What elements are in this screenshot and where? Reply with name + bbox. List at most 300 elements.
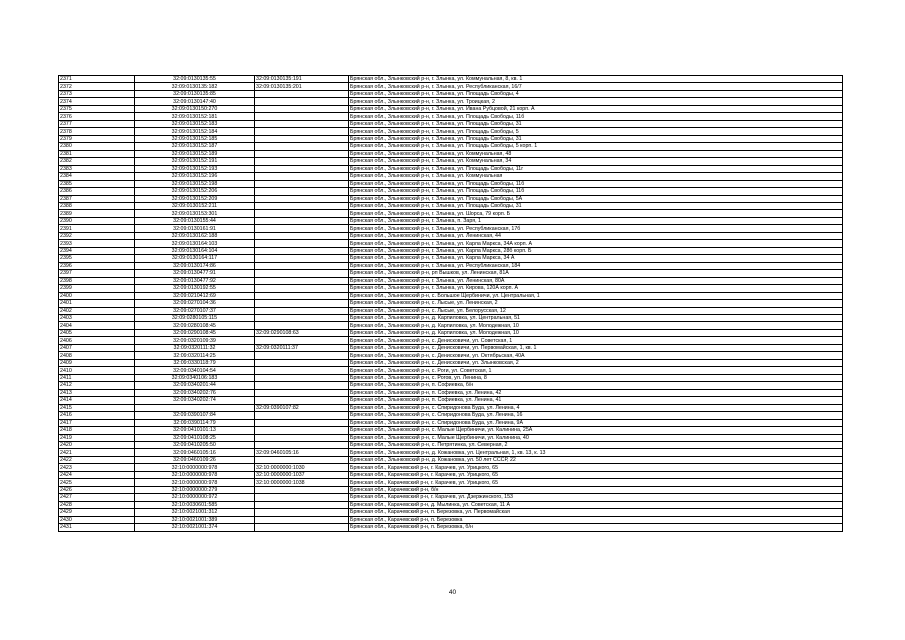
related-cadastral-number-cell [255,419,349,426]
table-row [59,464,843,471]
cadastral-number-cell: 32:09:0130152:185 [135,135,255,142]
related-cadastral-number-cell [255,427,349,434]
row-number-cell: 2431 [59,524,135,531]
related-cadastral-number-cell [255,113,349,120]
address-cell: Брянская обл., Злынковский р-н, с. Большое Щербиничи, ул. Центральная, 1 [349,292,843,299]
cadastral-number-cell: 32:10:0000000:978 [135,471,255,478]
related-cadastral-number-cell [255,389,349,396]
related-cadastral-number-cell [255,509,349,516]
row-number-cell: 2383 [59,165,135,172]
table-row [59,173,843,180]
row-number-cell: 2409 [59,359,135,366]
related-cadastral-number-cell [255,128,349,135]
cadastral-number-cell: 32:09:0340201:44 [135,382,255,389]
related-cadastral-number-cell [255,150,349,157]
address-cell: Брянская обл., Злынковский р-н, с. Рогов, ул. Ленина, 8 [349,374,843,381]
row-number-cell: 2389 [59,210,135,217]
address-cell: Брянская обл., Злынковский р-н, г. Злынка, ул. Ленинская, 44 [349,232,843,239]
address-cell: Брянская обл., Карачевский р-н, г. Карачев, ул. Урицкого, 65 [349,479,843,486]
cadastral-number-cell: 32:09:0130150:270 [135,105,255,112]
row-number-cell: 2421 [59,449,135,456]
address-cell: Брянская обл., Злынковский р-н, г. Злынка, ул. Площадь Свободы, 11б [349,113,843,120]
address-cell: Брянская обл., Злынковский р-н, г. Злынка, ул. Ленинская, 80А [349,277,843,284]
related-cadastral-number-cell [255,202,349,209]
table-row [59,240,843,247]
table-row [59,232,843,239]
table-row [59,524,843,531]
row-number-cell: 2388 [59,202,135,209]
cadastral-number-cell: 32:09:0130477:91 [135,270,255,277]
cadastral-number-cell: 32:09:0130152:181 [135,113,255,120]
address-cell: Брянская обл., Злынковский р-н, д. Карпиловка, ул. Молодежная, 10 [349,322,843,329]
row-number-cell: 2396 [59,262,135,269]
table-row [59,135,843,142]
row-number-cell: 2423 [59,464,135,471]
related-cadastral-number-cell [255,158,349,165]
address-cell: Брянская обл., Злынковский р-н, п. Софиевка, ул. Ленина, 41 [349,397,843,404]
related-cadastral-number-cell: 32:09:0320111:37 [255,344,349,351]
table-row [59,486,843,493]
cadastral-number-cell: 32:09:0130152:196 [135,173,255,180]
related-cadastral-number-cell [255,180,349,187]
cadastral-number-cell: 32:09:0270107:37 [135,307,255,314]
table-row [59,165,843,172]
related-cadastral-number-cell [255,240,349,247]
cadastral-number-cell: 32:09:0130152:209 [135,195,255,202]
table-row [59,105,843,112]
related-cadastral-number-cell [255,441,349,448]
related-cadastral-number-cell [255,247,349,254]
address-cell: Брянская обл., Злынковский р-н, с. Роги, ул. Советская, 1 [349,367,843,374]
table-row [59,158,843,165]
table-row [59,315,843,322]
related-cadastral-number-cell [255,501,349,508]
related-cadastral-number-cell [255,300,349,307]
cadastral-number-cell: 32:09:0130477:92 [135,277,255,284]
table-row [59,397,843,404]
row-number-cell: 2406 [59,337,135,344]
related-cadastral-number-cell [255,516,349,523]
address-cell: Брянская обл., Злынковский р-н, г. Злынка, ул. Коммунальная [349,173,843,180]
address-cell: Брянская обл., Злынковский р-н, г. Злынка, ул. Площадь Свободы, 5А [349,195,843,202]
cadastral-number-cell: 32:09:0130152:189 [135,150,255,157]
related-cadastral-number-cell [255,315,349,322]
row-number-cell: 2424 [59,471,135,478]
table-row [59,516,843,523]
related-cadastral-number-cell [255,98,349,105]
cadastral-number-cell: 32:09:0460109:26 [135,456,255,463]
address-cell: Брянская обл., Карачевский р-н, п. Березовка, ул. Первомайская [349,509,843,516]
cadastral-number-cell: 32:10:0000000:978 [135,464,255,471]
table-row [59,90,843,97]
row-number-cell: 2422 [59,456,135,463]
related-cadastral-number-cell [255,277,349,284]
related-cadastral-number-cell [255,374,349,381]
table-row [59,128,843,135]
table-row [59,449,843,456]
row-number-cell: 2419 [59,434,135,441]
table-row [59,143,843,150]
cadastral-number-cell: 32:09:0130152:191 [135,158,255,165]
cadastral-number-cell: 32:10:0000000:978 [135,479,255,486]
address-cell: Брянская обл., Злынковский р-н, г. Злынка, ул. Карла Маркса, 28б корп. Б [349,247,843,254]
table-row [59,441,843,448]
cadastral-number-cell: 32:09:0130174:86 [135,262,255,269]
cadastral-number-cell: 32:09:0130153:301 [135,210,255,217]
related-cadastral-number-cell: 32:10:0000000:1038 [255,479,349,486]
cadastral-number-cell: 32:09:0410205:50 [135,441,255,448]
related-cadastral-number-cell [255,195,349,202]
row-number-cell: 2411 [59,374,135,381]
related-cadastral-number-cell [255,524,349,531]
address-cell: Брянская обл., Злынковский р-н, п. Софиевка, ул. Ленина, 42 [349,389,843,396]
cadastral-number-cell: 32:09:0330118:79 [135,359,255,366]
cadastral-number-cell: 32:09:0460105:16 [135,449,255,456]
row-number-cell: 2386 [59,188,135,195]
table-row [59,322,843,329]
row-number-cell: 2414 [59,397,135,404]
row-number-cell: 2407 [59,344,135,351]
table-row [59,113,843,120]
address-cell: Брянская обл., Злынковский р-н, п. Софиевка, б/н [349,382,843,389]
cadastral-number-cell: 32:10:0030601:585 [135,501,255,508]
cadastral-number-cell: 32:09:0130161:91 [135,225,255,232]
cadastral-number-cell: 32:10:0000000:279 [135,486,255,493]
row-number-cell: 2415 [59,404,135,411]
table-row [59,359,843,366]
table-row [59,307,843,314]
related-cadastral-number-cell: 32:10:0000000:1030 [255,464,349,471]
row-number-cell: 2392 [59,232,135,239]
related-cadastral-number-cell: 32:09:0130135:191 [255,76,349,83]
cadastral-number-cell: 32:10:0021001:312 [135,509,255,516]
table-row [59,83,843,90]
table-row [59,471,843,478]
row-number-cell: 2385 [59,180,135,187]
table-row [59,180,843,187]
row-number-cell: 2425 [59,479,135,486]
address-cell: Брянская обл., Злынковский р-н, с. Малые Щербиничи, ул. Калинина, 40 [349,434,843,441]
cadastral-number-cell: 32:09:0130147:40 [135,98,255,105]
address-cell: Брянская обл., Злынковский р-н, с. Денисковичи, ул. Советская, 1 [349,337,843,344]
address-cell: Брянская обл., Злынковский р-н, г. Злынка, ул. Троицкая, 2 [349,98,843,105]
table-row [59,389,843,396]
address-cell: Брянская обл., Карачевский р-н, г. Карачев, ул. Урицкого, 65 [349,471,843,478]
row-number-cell: 2375 [59,105,135,112]
address-cell: Брянская обл., Злынковский р-н, г. Злынка, ул. Площадь Свободы, 31 [349,202,843,209]
row-number-cell: 2405 [59,329,135,336]
row-number-cell: 2408 [59,352,135,359]
row-number-cell: 2380 [59,143,135,150]
related-cadastral-number-cell [255,307,349,314]
table-row [59,195,843,202]
cadastral-number-cell: 32:09:0130152:193 [135,165,255,172]
table-row [59,217,843,224]
cadastral-number-cell: 32:09:0130135:85 [135,90,255,97]
address-cell: Брянская обл., Злынковский р-н, с. Спиридонова Буда, ул. Ленина, 9А [349,419,843,426]
cadastral-number-cell: 32:09:0130135:55 [135,76,255,83]
cadastral-number-cell: 32:09:0390107:84 [135,412,255,419]
row-number-cell: 2398 [59,277,135,284]
cadastral-number-cell: 32:09:0130152:198 [135,180,255,187]
cadastral-number-cell: 32:09:0130164:104 [135,247,255,254]
table-row [59,120,843,127]
cadastral-number-cell: 32:09:0340104:54 [135,367,255,374]
cadastral-number-cell: 32:09:0130135:182 [135,83,255,90]
related-cadastral-number-cell [255,322,349,329]
cadastral-number-cell: 32:09:0320114:25 [135,352,255,359]
address-cell: Брянская обл., Злынковский р-н, д. Карпиловка, ул. Молодежная, 10 [349,329,843,336]
cadastral-number-cell: 32:09:0320111:32 [135,344,255,351]
page-number: 40 [448,589,457,596]
row-number-cell: 2402 [59,307,135,314]
table-body [59,76,843,532]
related-cadastral-number-cell [255,352,349,359]
related-cadastral-number-cell [255,120,349,127]
table-row [59,344,843,351]
related-cadastral-number-cell [255,135,349,142]
address-cell: Брянская обл., Карачевский р-н, п. Березовка [349,516,843,523]
address-cell: Брянская обл., Злынковский р-н, рп Вышков, ул. Ленинская, 81А [349,270,843,277]
row-number-cell: 2403 [59,315,135,322]
cadastral-number-cell: 32:09:0130162:188 [135,232,255,239]
cadastral-number-cell: 32:09:0340106:183 [135,374,255,381]
row-number-cell: 2416 [59,412,135,419]
related-cadastral-number-cell [255,255,349,262]
address-cell: Брянская обл., Злынковский р-н, г. Злынка, ул. Площадь Свободы, 31 [349,120,843,127]
address-cell: Брянская обл., Злынковский р-н, г. Злынка, ул. Площадь Свободы, 11б [349,188,843,195]
address-cell: Брянская обл., Злынковский р-н, с. Петрятинка, ул. Северная, 2 [349,441,843,448]
address-cell: Брянская обл., Карачевский р-н, д. Мылинка, ул. Советская, 11 А [349,501,843,508]
related-cadastral-number-cell [255,188,349,195]
row-number-cell: 2372 [59,83,135,90]
row-number-cell: 2429 [59,509,135,516]
table-row [59,494,843,501]
table-row [59,412,843,419]
row-number-cell: 2401 [59,300,135,307]
row-number-cell: 2378 [59,128,135,135]
table-row [59,404,843,411]
table-row [59,270,843,277]
related-cadastral-number-cell [255,217,349,224]
table-row [59,419,843,426]
table-row [59,382,843,389]
address-cell: Брянская обл., Злынковский р-н, с. Лысые, ул. Ленинская, 2 [349,300,843,307]
cadastral-number-cell: 32:09:0410101:13 [135,427,255,434]
related-cadastral-number-cell [255,397,349,404]
address-cell: Брянская обл., Карачевский р-н, г. Карачев, ул. Урицкого, 65 [349,464,843,471]
row-number-cell: 2400 [59,292,135,299]
address-cell: Брянская обл., Злынковский р-н, г. Злынка, ул. Коммунальная, 48 [349,150,843,157]
table-row [59,98,843,105]
table-row [59,285,843,292]
table-row [59,501,843,508]
address-cell: Брянская обл., Злынковский р-н, г. Злынка, ул. Республиканская, 184 [349,262,843,269]
row-number-cell: 2381 [59,150,135,157]
related-cadastral-number-cell [255,165,349,172]
address-cell: Брянская обл., Злынковский р-н, г. Злынка, ул. Шорса, 79 корп. Б [349,210,843,217]
table-row [59,225,843,232]
row-number-cell: 2393 [59,240,135,247]
row-number-cell: 2410 [59,367,135,374]
row-number-cell: 2399 [59,285,135,292]
row-number-cell: 2417 [59,419,135,426]
cadastral-number-cell: 32:09:0390114:79 [135,419,255,426]
table-row [59,277,843,284]
cadastral-number-cell: 32:09:0340202:76 [135,389,255,396]
row-number-cell: 2430 [59,516,135,523]
related-cadastral-number-cell [255,367,349,374]
row-number-cell: 2376 [59,113,135,120]
address-cell: Брянская обл., Злынковский р-н, с. Денисковичи, ул. Октябрьская, 40А [349,352,843,359]
related-cadastral-number-cell [255,434,349,441]
cadastral-number-cell: 32:09:0130192:55 [135,285,255,292]
row-number-cell: 2374 [59,98,135,105]
row-number-cell: 2373 [59,90,135,97]
table-row [59,434,843,441]
related-cadastral-number-cell: 32:09:0460105:16 [255,449,349,456]
row-number-cell: 2382 [59,158,135,165]
table-row [59,329,843,336]
related-cadastral-number-cell [255,382,349,389]
related-cadastral-number-cell [255,292,349,299]
row-number-cell: 2394 [59,247,135,254]
table-row [59,427,843,434]
row-number-cell: 2387 [59,195,135,202]
address-cell: Брянская обл., Злынковский р-н, г. Злынка, ул. Коммунальная, 8, кв. 1 [349,76,843,83]
table-row [59,202,843,209]
related-cadastral-number-cell [255,486,349,493]
related-cadastral-number-cell [255,262,349,269]
address-cell: Брянская обл., Злынковский р-н, г. Злынка, ул. Ивана Рубцовой, 21 корп. А [349,105,843,112]
cadastral-number-cell: 32:10:0021001:374 [135,524,255,531]
cadastral-number-cell: 32:09:0280108:45 [135,322,255,329]
cadastral-number-cell: 32:09:0130152:183 [135,120,255,127]
table-row [59,300,843,307]
address-cell: Брянская обл., Злынковский р-н, г. Злынка, ул. Площадь Свободы, 4 [349,90,843,97]
row-number-cell: 2395 [59,255,135,262]
cadastral-number-cell: 32:09:0320109:39 [135,337,255,344]
cadastral-number-cell [135,404,255,411]
related-cadastral-number-cell [255,359,349,366]
row-number-cell: 2413 [59,389,135,396]
related-cadastral-number-cell [255,337,349,344]
table-row [59,247,843,254]
table-row [59,255,843,262]
related-cadastral-number-cell [255,90,349,97]
row-number-cell: 2418 [59,427,135,434]
address-cell: Брянская обл., Карачевский р-н, б/н [349,486,843,493]
row-number-cell: 2420 [59,441,135,448]
related-cadastral-number-cell [255,232,349,239]
row-number-cell: 2404 [59,322,135,329]
address-cell: Брянская обл., Карачевский р-н, п. Березовка, б/н [349,524,843,531]
related-cadastral-number-cell [255,105,349,112]
table-row [59,479,843,486]
table-row [59,150,843,157]
related-cadastral-number-cell: 32:09:0390107:82 [255,404,349,411]
row-number-cell: 2390 [59,217,135,224]
row-number-cell: 2384 [59,173,135,180]
property-register-table [58,75,843,532]
address-cell: Брянская обл., Злынковский р-н, г. Злынка, ул. Площадь Свободы, 11б [349,180,843,187]
address-cell: Брянская обл., Злынковский р-н, г. Злынка, п. Заря, 1 [349,217,843,224]
address-cell: Брянская обл., Злынковский р-н, г. Злынка, ул. Площадь Свободы, 31 [349,135,843,142]
related-cadastral-number-cell [255,494,349,501]
row-number-cell: 2426 [59,486,135,493]
cadastral-number-cell: 32:09:0130152:187 [135,143,255,150]
address-cell: Брянская обл., Злынковский р-н, д. Карпиловка, ул. Центральная, 51 [349,315,843,322]
address-cell: Брянская обл., Злынковский р-н, с. Лысые, ул. Белорусская, 12 [349,307,843,314]
cadastral-number-cell: 32:09:0130152:211 [135,202,255,209]
row-number-cell: 2379 [59,135,135,142]
address-cell: Брянская обл., Злынковский р-н, г. Злынка, ул. Карла Маркса, 34 А [349,255,843,262]
related-cadastral-number-cell: 32:09:0130135:201 [255,83,349,90]
cadastral-number-cell: 32:09:0130164:117 [135,255,255,262]
related-cadastral-number-cell [255,225,349,232]
address-cell: Брянская обл., Злынковский р-н, г. Злынка, ул. Кирова, 120А корп. А [349,285,843,292]
row-number-cell: 2377 [59,120,135,127]
address-cell: Брянская обл., Злынковский р-н, г. Злынка, ул. Площадь Свободы, 5 [349,128,843,135]
cadastral-number-cell: 32:09:0290108:45 [135,329,255,336]
table-row [59,76,843,83]
related-cadastral-number-cell [255,270,349,277]
cadastral-number-cell: 32:09:0340202:74 [135,397,255,404]
related-cadastral-number-cell: 32:09:0290108:63 [255,329,349,336]
table-row [59,367,843,374]
row-number-cell: 2391 [59,225,135,232]
table-row [59,292,843,299]
related-cadastral-number-cell [255,210,349,217]
related-cadastral-number-cell [255,412,349,419]
cadastral-number-cell: 32:09:0270104:36 [135,300,255,307]
address-cell: Брянская обл., Злынковский р-н, г. Злынка, ул. Карла Маркса, 34А корп. А [349,240,843,247]
cadastral-number-cell: 32:10:0021001:389 [135,516,255,523]
cadastral-number-cell: 32:09:0130152:184 [135,128,255,135]
cadastral-number-cell: 32:09:0130152:206 [135,188,255,195]
related-cadastral-number-cell [255,285,349,292]
row-number-cell: 2397 [59,270,135,277]
table-row [59,374,843,381]
address-cell: Брянская обл., Злынковский р-н, с. Спиридонова Буда, ул. Ленина, 4 [349,404,843,411]
cadastral-number-cell: 32:09:0130155:44 [135,217,255,224]
cadastral-number-cell: 32:09:0280105:115 [135,315,255,322]
address-cell: Брянская обл., Злынковский р-н, с. Денисковичи, ул. Первомайская, 1, кв. 1 [349,344,843,351]
address-cell: Брянская обл., Злынковский р-н, г. Злынка, ул. Площадь Свободы, 11г [349,165,843,172]
cadastral-number-cell: 32:09:0130164:103 [135,240,255,247]
address-cell: Брянская обл., Злынковский р-н, с. Денисковичи, ул. Злынковская, 2 [349,359,843,366]
related-cadastral-number-cell [255,456,349,463]
table-row [59,262,843,269]
address-cell: Брянская обл., Злынковский р-н, д. Кожановка, ул. 50 лет СССР, 22 [349,456,843,463]
address-cell: Брянская обл., Злынковский р-н, с. Малые Щербиничи, ул. Калинина, 25А [349,427,843,434]
cadastral-number-cell: 32:10:0000000:972 [135,494,255,501]
table-row [59,352,843,359]
table-row [59,188,843,195]
address-cell: Брянская обл., Карачевский р-н, г. Карачев, ул. Дзержинского, 153 [349,494,843,501]
address-cell: Брянская обл., Злынковский р-н, г. Злынка, ул. Республиканская, 17б [349,225,843,232]
cadastral-number-cell: 32:09:0210412:69 [135,292,255,299]
address-cell: Брянская обл., Злынковский р-н, г. Злынка, ул. Республиканская, 16/7 [349,83,843,90]
table-row [59,210,843,217]
row-number-cell: 2428 [59,501,135,508]
table-row [59,456,843,463]
related-cadastral-number-cell: 32:10:0000000:1037 [255,471,349,478]
related-cadastral-number-cell [255,143,349,150]
row-number-cell: 2371 [59,76,135,83]
address-cell: Брянская обл., Злынковский р-н, г. Злынка, ул. Коммунальная, 34 [349,158,843,165]
table-row [59,337,843,344]
